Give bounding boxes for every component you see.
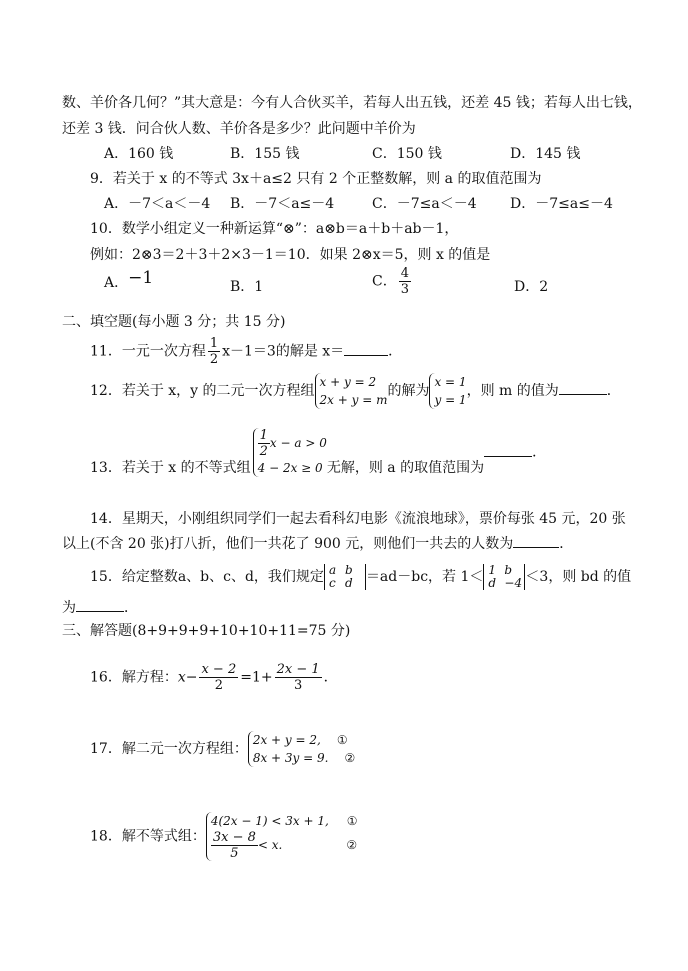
paragraph-line-1: 数、羊价各几何？”其大意是：今有人合伙买羊，若每人出五钱，还差 45 钱；若每人出七钱，	[62, 95, 642, 111]
q14-line-2-text: 以上(不含 20 张)打八折，他们一共花了 900 元，则他们一共去的人数为	[62, 536, 514, 552]
q13-end: ．	[532, 444, 547, 461]
q10-option-c-fraction: $\frac{4}{3}$	[400, 266, 409, 297]
q12-end: ．	[606, 383, 621, 399]
q9-stem: 9．若关于 x 的不等式 3x＋a≤2 只有 2 个正整数解，则 a 的取值范围为	[90, 171, 542, 187]
q10-stem: 10．数学小组定义一种新运算“⊗”：a⊗b＝a＋b＋ab－1，	[90, 221, 459, 237]
q12-solution: x = 1 y = 1	[429, 373, 466, 409]
q11-fraction: $\frac{1}{2}$	[209, 336, 219, 367]
q8-option-d: D．145 钱	[510, 146, 581, 162]
q16-fraction-1: $\frac{x - 2}{2}$	[201, 662, 237, 693]
section-3-heading: 三、解答题(8+9+9+9+10+10+11=75 分)	[62, 623, 351, 639]
q10-option-b: B．1	[230, 279, 264, 295]
q10-option-d: D．2	[514, 279, 549, 295]
q11-prefix: 11．一元一次方程	[90, 343, 206, 360]
q12-answer-blank[interactable]	[559, 382, 607, 395]
q18	[90, 812, 358, 861]
q14-line-1: 14．星期天，小刚组织同学们一起去看科幻电影《流浪地球》，票价每张 45 元，20 张	[90, 511, 626, 527]
q11-end: ．	[388, 343, 403, 360]
q15-line-2	[62, 597, 138, 617]
q9-option-b: B．－7＜a≤－4	[230, 196, 335, 212]
q18-system: 4(2x − 1) < 3x + 1, ① $\frac{3x - 8}{5}$ < x. ②	[206, 812, 358, 861]
q13	[90, 428, 546, 477]
q12-middle: 的解为	[387, 383, 430, 399]
q13-post: 无解，则 a 的取值范围为	[326, 460, 485, 476]
q10-option-a-label: A．	[104, 275, 129, 291]
paragraph-line-2: 还差 3 钱．问合伙人数、羊价各是多少？此问题中羊价为	[62, 121, 416, 137]
q15-post: ＜3，则 bd 的值	[525, 569, 632, 585]
q9-option-c: C．－7≤a＜－4	[372, 196, 477, 212]
q17-system: 2x + y = 2, ① 8x + 3y = 9. ②	[248, 731, 355, 767]
q16-fraction-2: $\frac{2x - 1}{3}$	[276, 662, 320, 693]
q9-option-d: D．－7≤a≤－4	[510, 196, 613, 212]
q8-option-c: C．150 钱	[372, 146, 442, 162]
q15-middle: ＝ad－bc，若 1＜	[365, 569, 484, 585]
q17-prefix: 17．解二元一次方程组：	[90, 741, 248, 757]
q15-prefix: 15．给定整数a、b、c、d，我们规定	[90, 569, 324, 585]
q15-determinant-definition: a b c d	[324, 564, 366, 590]
q13-system: $\frac{1}{2}$ x − a > 0 4 − 2x ≥ 0	[253, 428, 327, 477]
q16	[90, 662, 338, 693]
q11	[90, 336, 402, 367]
q16-x: x−	[177, 669, 198, 686]
q10-option-c	[372, 266, 413, 297]
q8-option-a: A．160 钱	[104, 146, 174, 162]
q15-determinant-given: 1 b d −4	[483, 564, 525, 590]
q12-prefix: 12．若关于 x，y 的二元一次方程组	[90, 383, 315, 399]
q15-line-2-text: 为	[62, 600, 76, 616]
q17	[90, 731, 355, 767]
q14-line-2	[62, 533, 573, 553]
q15-end: ．	[124, 600, 138, 616]
q16-end: ．	[323, 669, 338, 686]
q15-line-1	[90, 564, 631, 590]
q18-prefix: 18．解不等式组：	[90, 828, 206, 845]
q10-option-a-value: −1	[128, 268, 154, 288]
q15-answer-blank[interactable]	[76, 599, 124, 612]
q12-post: ，则 m 的值为	[466, 383, 559, 399]
q10-option-c-label: C．	[372, 273, 397, 290]
q16-middle: =1+	[240, 669, 273, 686]
q11-middle: x－1＝3的解是 x＝	[222, 343, 345, 360]
q16-prefix: 16．解方程：	[90, 669, 178, 686]
q11-answer-blank[interactable]	[344, 343, 388, 356]
q13-answer-blank[interactable]	[484, 444, 532, 457]
q14-end: ．	[559, 536, 574, 552]
q12	[90, 373, 621, 409]
q14-answer-blank[interactable]	[513, 535, 559, 548]
q13-prefix: 13．若关于 x 的不等式组	[90, 460, 251, 476]
q10-example: 例如：2⊗3＝2＋3＋2×3－1＝10．如果 2⊗x＝5，则 x 的值是	[90, 247, 491, 263]
q10-option-a	[104, 268, 154, 292]
q8-option-b: B．155 钱	[230, 146, 300, 162]
section-2-heading: 二、填空题(每小题 3 分；共 15 分)	[62, 314, 286, 330]
q9-option-a: A．－7＜a＜－4	[104, 196, 211, 212]
q12-system: x + y = 2 2x + y = m	[315, 373, 388, 409]
